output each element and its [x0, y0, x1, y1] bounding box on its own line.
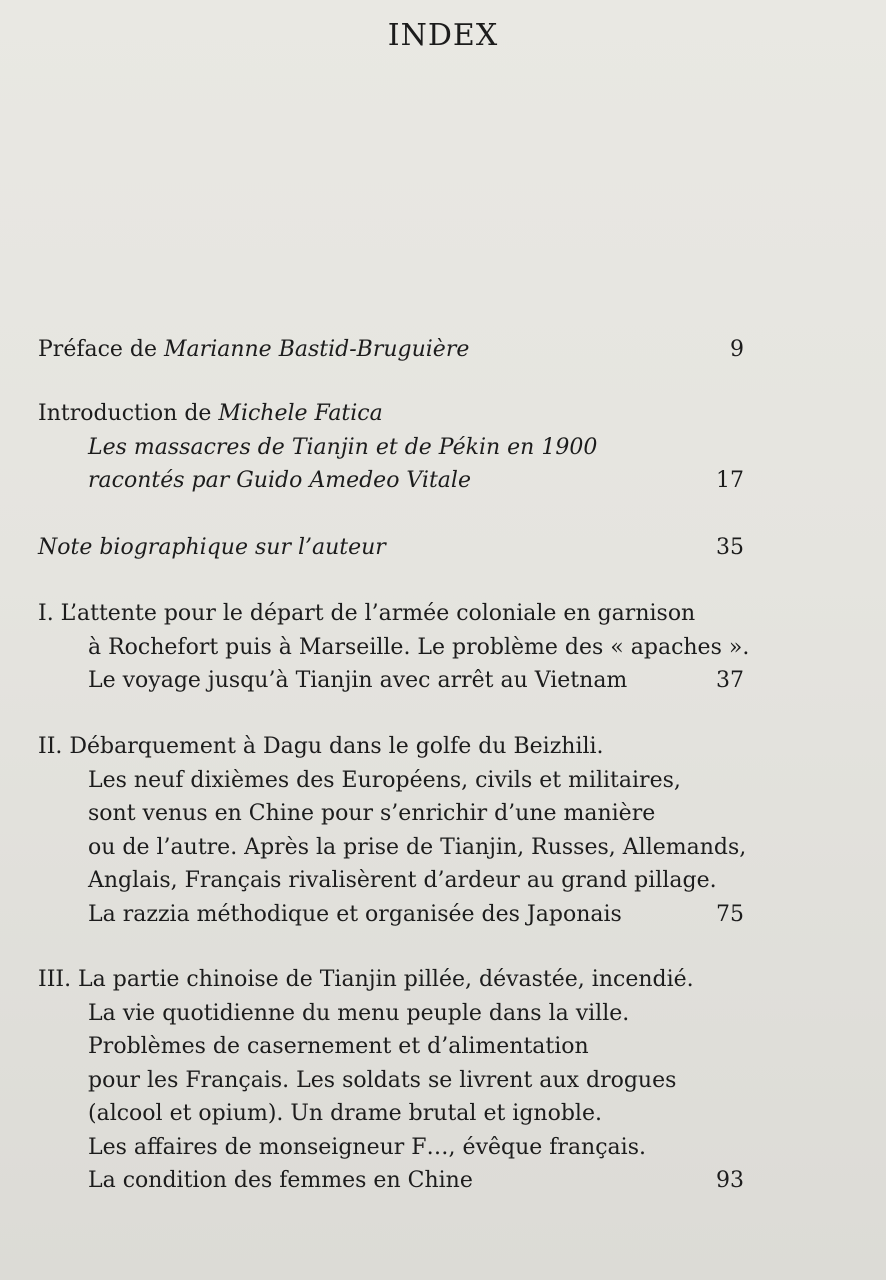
- index-entry: [38, 597, 750, 698]
- index-entry: [38, 397, 744, 498]
- entry-text: Le voyage jusqu’à Tianjin avec arrêt au Vietnam: [88, 668, 628, 693]
- entry-text: II. Débarquement à Dagu dans le golfe du Beizhili.: [38, 734, 604, 759]
- page-number: 35: [716, 535, 744, 560]
- page-number: 37: [716, 668, 744, 693]
- entry-text: Problèmes de casernement et d’alimentation: [88, 1034, 589, 1059]
- entry-line: [38, 963, 744, 997]
- entry-text: (alcool et opium). Un drame brutal et ignoble.: [88, 1101, 602, 1126]
- index-entry: [38, 333, 744, 367]
- entry-line: [38, 1164, 744, 1198]
- entry-text: La condition des femmes en Chine: [88, 1168, 473, 1193]
- entry-text: Les neuf dixièmes des Européens, civils et militaires,: [88, 767, 681, 793]
- index-entry: [38, 963, 744, 1198]
- entry-text: III. La partie chinoise de Tianjin pillée, dévastée, incendié.: [38, 967, 694, 992]
- entry-text: La vie quotidienne du menu peuple dans la ville.: [88, 1000, 630, 1026]
- entry-text: Anglais, Français rivalisèrent d’ardeur au grand pillage.: [88, 868, 717, 893]
- entry-text: La razzia méthodique et organisée des Japonais: [88, 901, 622, 927]
- page-number: 9: [730, 337, 744, 362]
- entry-line: [38, 1030, 744, 1064]
- entry-line: [38, 464, 744, 498]
- italic-text: Marianne Bastid-Bruguière: [164, 337, 470, 362]
- index-title: INDEX: [387, 18, 499, 53]
- page-number: 75: [716, 901, 744, 927]
- index-entry: [38, 730, 747, 931]
- entry-text: Préface de: [38, 337, 165, 362]
- entry-line: [38, 997, 744, 1031]
- entry-line: [38, 764, 744, 798]
- entry-line: [38, 597, 744, 631]
- entry-line: [38, 831, 747, 865]
- entry-text: Introduction de: [38, 401, 219, 426]
- italic-text: Note biographique sur l’auteur: [38, 535, 386, 560]
- entry-text: à Rochefort puis à Marseille. Le problème des « apaches ».: [88, 634, 750, 660]
- entry-text: sont venus en Chine pour s’enrichir d’une manière: [88, 801, 656, 826]
- entry-text: pour les Français. Les soldats se livrent aux drogues: [88, 1067, 677, 1093]
- entry-line: [38, 864, 744, 898]
- entry-line: [38, 1097, 744, 1131]
- entry-line: [38, 431, 744, 465]
- entry-line: [38, 797, 744, 831]
- entry-line: [38, 730, 744, 764]
- entry-text: Les affaires de monseigneur F…, évêque français.: [88, 1134, 646, 1160]
- page-number: 17: [716, 468, 744, 493]
- entry-text: ou de l’autre. Après la prise de Tianjin, Russes, Allemands,: [88, 834, 747, 860]
- entry-line: [38, 531, 744, 565]
- italic-text: Les massacres de Tianjin et de Pékin en 1900: [88, 434, 598, 460]
- entry-line: [38, 333, 744, 367]
- entry-line: [38, 631, 750, 665]
- index-entry: [38, 531, 744, 565]
- entry-line: [38, 1064, 744, 1098]
- entry-line: [38, 1131, 744, 1165]
- entry-line: [38, 664, 744, 698]
- italic-text: racontés par Guido Amedeo Vitale: [88, 468, 471, 493]
- entry-text: I. L’attente pour le départ de l’armée coloniale en garnison: [38, 601, 696, 626]
- page-number: 93: [716, 1168, 744, 1193]
- entry-line: [38, 397, 744, 431]
- italic-text: Michele Fatica: [218, 401, 383, 426]
- entry-line: [38, 898, 744, 932]
